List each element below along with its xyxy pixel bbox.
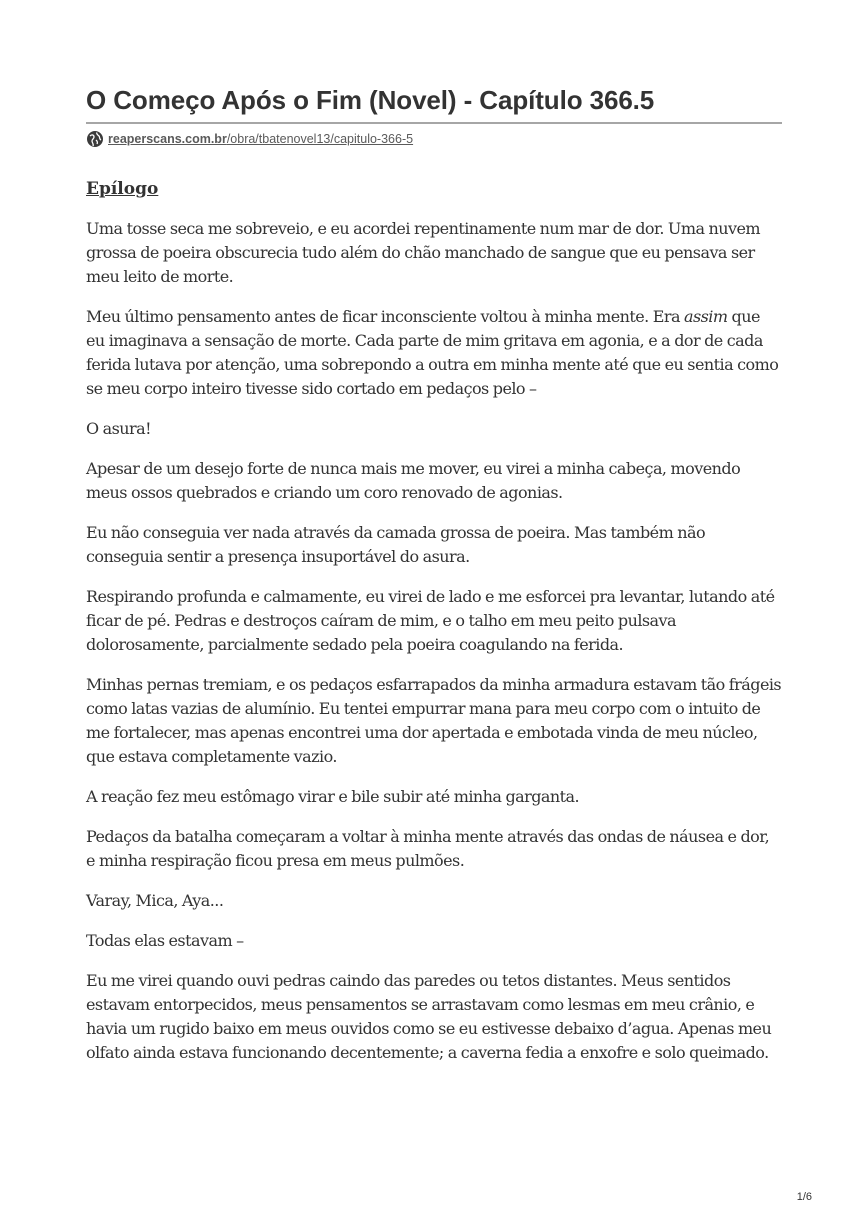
source-path: /obra/tbatenovel13/capitulo-366-5	[226, 132, 414, 146]
paragraph: Uma tosse seca me sobreveio, e eu acordei repentinamente num mar de dor. Uma nuvem grossa de poeira obscurecia tudo além do chão manchado de sangue que eu pensava ser meu leito de morte.	[86, 219, 761, 286]
paragraph: A reação fez meu estômago virar e bile subir até minha garganta.	[86, 787, 580, 806]
paragraph: O asura!	[86, 419, 151, 438]
page-counter: 1/6	[796, 1191, 812, 1203]
article-body	[86, 177, 782, 1065]
page-title: O Começo Após o Fim (Novel) - Capítulo 366.5	[86, 85, 655, 115]
paragraph: Respirando profunda e calmamente, eu virei de lado e me esforcei pra levantar, lutando até ficar de pé. Pedras e destroços caíram de mim, e o talho em meu peito pulsava dolorosamente, parcialmente sedado pela poeira coagulando na ferida.	[86, 587, 775, 654]
paragraph: Apesar de um desejo forte de nunca mais me mover, eu virei a minha cabeça, movendo meus ossos quebrados e criando um coro renovado de agonias.	[86, 459, 741, 502]
source-domain: reaperscans.com.br	[108, 132, 227, 146]
source-link-row	[86, 130, 782, 148]
section-heading: Epílogo	[86, 179, 159, 199]
paragraph: Eu não conseguia ver nada através da camada grossa de poeira. Mas também não conseguia sentir a presença insuportável do asura.	[86, 523, 706, 566]
source-link[interactable]	[108, 132, 413, 146]
paragraph: Minhas pernas tremiam, e os pedaços esfarrapados da minha armadura estavam tão frágeis como latas vazias de alumínio. Eu tentei empurrar mana para meu corpo com o intuito de me fortalecer, mas apenas encontrei uma dor apertada e embotada vinda de meu núcleo, que estava completamente vazio.	[86, 675, 782, 766]
paragraph-emphasis: assim	[684, 307, 728, 326]
paragraph-text: Meu último pensamento antes de ficar inconsciente voltou à minha mente. Era	[86, 307, 684, 326]
globe-icon	[86, 130, 104, 148]
paragraph: Eu me virei quando ouvi pedras caindo das paredes ou tetos distantes. Meus sentidos estavam entorpecidos, meus pensamentos se arrastavam como lesmas em meu crânio, e havia um rugido baixo em meus ouvidos como se eu estivesse debaixo d’agua. Apenas meu olfato ainda estava funcionando decentemente; a caverna fedia a enxofre e solo queimado.	[86, 971, 772, 1062]
document-page	[86, 84, 782, 1081]
paragraph: Varay, Mica, Aya...	[86, 891, 224, 910]
title-divider	[86, 122, 782, 124]
paragraph: Todas elas estavam –	[86, 931, 244, 950]
paragraph: Pedaços da batalha começaram a voltar à minha mente através das ondas de náusea e dor, e minha respiração ficou presa em meus pulmões.	[86, 827, 770, 870]
paragraph	[86, 305, 782, 401]
paragraph-text: que eu imaginava a sensação de morte. Cada parte de mim gritava em agonia, e a dor de cada ferida lutava por atenção, uma sobrepondo a outra em minha mente até que eu sentia como se meu corpo inteiro tivesse sido cortado em pedaços pelo –	[86, 307, 779, 398]
